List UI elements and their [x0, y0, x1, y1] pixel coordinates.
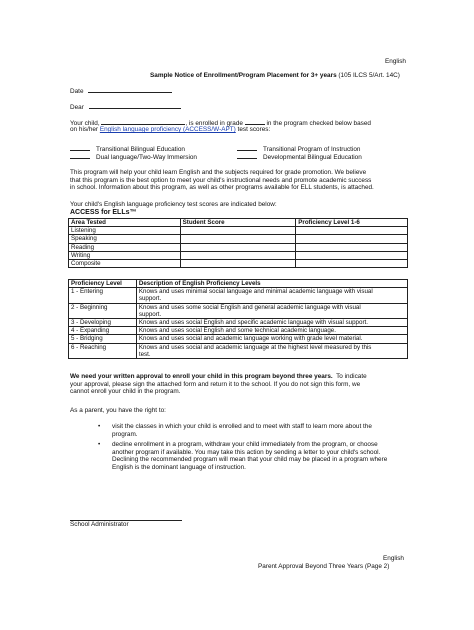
intro-text-c: in the program checked below based: [266, 120, 371, 127]
approval-text: To indicate: [336, 373, 367, 380]
description-cell: Knows and uses minimal social language and minimal academic language with visual support.: [136, 288, 407, 303]
program-label: Transitional Program of Instruction: [263, 146, 361, 153]
date-field[interactable]: [70, 86, 172, 96]
col-header-level: Proficiency Level: [69, 280, 137, 288]
description-cell: Knows and uses social and academic language at the highest level measured by this test.: [136, 343, 407, 358]
area-cell: Speaking: [69, 235, 181, 243]
bullet-icon: •: [98, 441, 101, 449]
area-cell: Composite: [69, 260, 181, 268]
level-cell: 6 - Reaching: [69, 343, 137, 358]
program-paragraph: [70, 169, 374, 192]
area-cell: Reading: [69, 243, 181, 251]
score-cell[interactable]: [180, 235, 296, 243]
program-label: Developmental Bilingual Education: [263, 154, 362, 161]
intro-line-2: [70, 126, 270, 134]
description-cell: Knows and uses social English and some technical academic language.: [136, 327, 407, 335]
title-text: Sample Notice of Enrollment/Program Placement for 3+ years: [150, 72, 337, 79]
score-cell[interactable]: [180, 243, 296, 251]
intro-text-a: Your child,: [70, 120, 100, 127]
rights-intro: As a parent, you have the right to:: [70, 407, 166, 414]
table-row: [69, 235, 408, 243]
level-cell: 3 - Developing: [69, 319, 137, 327]
level-cell: 5 - Bridging: [69, 335, 137, 343]
program-label: Transitional Bilingual Education: [96, 146, 185, 153]
col-header-description: Description of English Proficiency Levels: [136, 280, 407, 288]
dear-field[interactable]: [70, 102, 181, 112]
footer-title: Parent Approval Beyond Three Years (Page 2): [258, 563, 390, 570]
table-row: [69, 303, 408, 318]
approval-text: cannot enroll your child in the program.: [70, 388, 181, 396]
grade-line[interactable]: [245, 118, 265, 125]
footer-language: English: [383, 555, 404, 562]
program-checkbox-line[interactable]: [70, 144, 90, 151]
header-language: English: [385, 58, 406, 65]
intro-text-e: test scores:: [237, 126, 271, 133]
level-cell: 4 - Expanding: [69, 327, 137, 335]
approval-paragraph: [70, 373, 367, 396]
dear-line: [89, 102, 181, 109]
proficiency-link[interactable]: English language proficiency (ACCESS/W-APT): [99, 126, 236, 133]
date-line: [88, 86, 172, 93]
approval-text: your approval, please sign the attached form and return it to the school. If you do not sign this form, we: [70, 380, 361, 388]
program-option-dual[interactable]: [70, 152, 197, 162]
level-cell: 1 - Entering: [69, 288, 137, 303]
col-header-area: Area Tested: [69, 219, 181, 227]
dear-label: Dear: [70, 104, 84, 111]
level-cell: 2 - Beginning: [69, 303, 137, 318]
table-row: [69, 227, 408, 235]
description-cell: Knows and uses social and academic language working with grade level material.: [136, 335, 407, 343]
rights-list: [94, 423, 424, 475]
signature-label: School Administrator: [70, 521, 129, 528]
table-row: [69, 260, 408, 268]
program-checkbox-line[interactable]: [237, 152, 257, 159]
list-item: • decline enrollment in a program, withdraw your child immediately from the program, or choose another program if available. You may take this action by sending a letter to your child's school. Declining the recommended program will mean that your child may be placed in a program where English is the dominant language of instruction.: [98, 441, 388, 471]
intro-text-d: on his/her: [70, 126, 99, 133]
col-header-score: Student Score: [180, 219, 296, 227]
paragraph-line: This program will help your child learn English and the subjects required for grade promotion. We believe: [70, 169, 367, 176]
program-checkbox-line[interactable]: [237, 144, 257, 151]
description-cell: Knows and uses social English and specific academic language with visual support.: [136, 319, 407, 327]
program-option-dbe[interactable]: [237, 152, 362, 162]
score-cell[interactable]: [180, 251, 296, 259]
scores-title: ACCESS for ELLs™: [70, 209, 137, 216]
area-cell: Writing: [69, 251, 181, 259]
score-cell[interactable]: [180, 227, 296, 235]
intro-text-b: , is enrolled in grade: [185, 120, 243, 127]
table-header-row: [69, 280, 408, 288]
date-label: Date: [70, 88, 84, 95]
table-row: [69, 251, 408, 259]
scores-table: [68, 218, 408, 268]
col-header-level: Proficiency Level 1-6: [296, 219, 408, 227]
table-row: [69, 319, 408, 327]
paragraph-line: that this program is the best option to meet your child's instructional needs and promote academic success: [70, 176, 372, 184]
area-cell: Listening: [69, 227, 181, 235]
document-title: [150, 72, 400, 80]
title-citation: (105 ILCS 5/Art. 14C): [338, 72, 400, 79]
levels-table: [68, 279, 408, 359]
level-cell[interactable]: [296, 260, 408, 268]
table-row: [69, 288, 408, 303]
level-cell[interactable]: [296, 235, 408, 243]
level-cell[interactable]: [296, 251, 408, 259]
approval-bold: We need your written approval to enroll your child in this program beyond three years.: [70, 373, 333, 380]
table-row: [69, 327, 408, 335]
description-cell: Knows and uses some social English and general academic language with visual support.: [136, 303, 407, 318]
score-cell[interactable]: [180, 260, 296, 268]
table-header-row: [69, 219, 408, 227]
table-row: [69, 335, 408, 343]
paragraph-line: in school. Information about this program, as well as other programs available for ELL students, is attached.: [70, 184, 374, 192]
table-row: [69, 243, 408, 251]
child-name-line[interactable]: [101, 118, 185, 125]
bullet-icon: •: [98, 423, 101, 430]
program-checkbox-line[interactable]: [70, 152, 90, 159]
table-row: [69, 343, 408, 358]
scores-intro: Your child's English language proficiency test scores are indicated below:: [70, 201, 277, 208]
program-label: Dual language/Two-Way Immersion: [96, 154, 197, 161]
level-cell[interactable]: [296, 243, 408, 251]
list-item: • visit the classes in which your child is enrolled and to meet with staff to learn more about the program.: [98, 423, 372, 438]
level-cell[interactable]: [296, 227, 408, 235]
